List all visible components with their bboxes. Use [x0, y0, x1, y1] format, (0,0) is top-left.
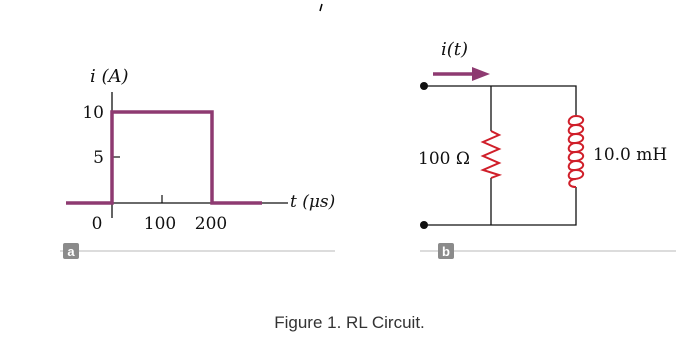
bottom-wire [424, 187, 576, 225]
figure-caption: Figure 1. RL Circuit. [274, 313, 425, 332]
y-axis-label: i (A) [90, 66, 129, 87]
inductor-symbol [569, 116, 583, 187]
stray-mark [320, 4, 322, 11]
top-wire [424, 86, 576, 116]
inductor-label: 10.0 mH [593, 145, 668, 165]
y-tick-label-5: 5 [93, 148, 104, 168]
panel-b-badge-label: b [442, 244, 450, 259]
current-label: i(t) [441, 39, 469, 60]
x-axis-label: t (μs) [290, 192, 336, 212]
panel-a-plot [66, 66, 335, 234]
x-tick-label-0: 0 [91, 214, 103, 234]
resistor-symbol [483, 131, 499, 178]
x-tick-label-100: 100 [143, 214, 177, 234]
x-tick-label-200: 200 [194, 214, 228, 234]
panel-a-badge-label: a [67, 244, 75, 259]
panel-b-circuit [418, 39, 667, 229]
resistor-label: 100 Ω [418, 149, 470, 169]
current-arrow-head [472, 67, 490, 81]
y-tick-label-10: 10 [82, 103, 104, 123]
